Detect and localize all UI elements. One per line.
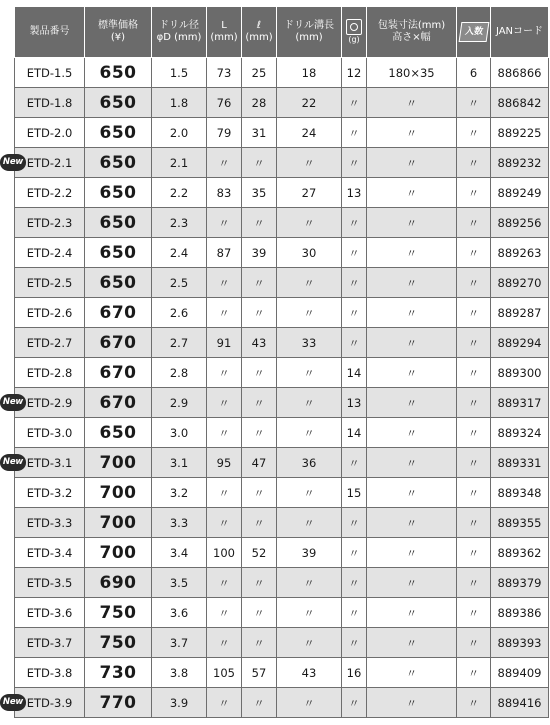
cell-diameter: 2.3	[152, 208, 207, 238]
cell-price: 700	[85, 508, 152, 538]
header-quantity	[457, 7, 491, 58]
cell-length-L: 〃	[207, 688, 242, 718]
cell-weight: 〃	[342, 268, 367, 298]
cell-length-l: 35	[242, 178, 277, 208]
cell-code: ETD-1.5	[15, 58, 85, 88]
cell-flute-length: 〃	[277, 598, 342, 628]
cell-flute-length: 24	[277, 118, 342, 148]
cell-package-size: 〃	[367, 658, 457, 688]
table-row	[15, 148, 549, 178]
cell-diameter: 3.6	[152, 598, 207, 628]
cell-quantity: 〃	[457, 388, 491, 418]
cell-code: ETD-3.0	[15, 418, 85, 448]
cell-quantity: 〃	[457, 268, 491, 298]
cell-weight: 〃	[342, 328, 367, 358]
cell-package-size: 〃	[367, 448, 457, 478]
cell-code: ETD-2.0	[15, 118, 85, 148]
cell-price: 650	[85, 208, 152, 238]
cell-package-size: 〃	[367, 238, 457, 268]
new-badge: New	[0, 394, 26, 411]
table-row	[15, 448, 549, 478]
cell-price: 670	[85, 298, 152, 328]
cell-length-l: 25	[242, 58, 277, 88]
header-price: 標準価格 (¥)	[85, 7, 152, 58]
header-diameter: ドリル径 φD (mm)	[152, 7, 207, 58]
cell-flute-length: 27	[277, 178, 342, 208]
cell-weight: 〃	[342, 88, 367, 118]
cell-package-size: 180×35	[367, 58, 457, 88]
cell-weight: 〃	[342, 238, 367, 268]
cell-code: ETD-2.2	[15, 178, 85, 208]
cell-code: ETD-2.9	[15, 388, 85, 418]
cell-code: ETD-2.7	[15, 328, 85, 358]
cell-price: 650	[85, 418, 152, 448]
cell-code: ETD-3.1	[15, 448, 85, 478]
cell-price: 670	[85, 388, 152, 418]
new-badge: New	[0, 154, 26, 171]
cell-length-L: 〃	[207, 628, 242, 658]
cell-length-L: 〃	[207, 598, 242, 628]
cell-flute-length: 30	[277, 238, 342, 268]
cell-quantity: 〃	[457, 178, 491, 208]
header-package-size: 包装寸法(mm) 高さ×幅	[367, 7, 457, 58]
cell-code: ETD-3.7	[15, 628, 85, 658]
cell-code: ETD-3.8	[15, 658, 85, 688]
cell-diameter: 2.8	[152, 358, 207, 388]
header-length-L: L (mm)	[207, 7, 242, 58]
cell-package-size: 〃	[367, 688, 457, 718]
table-row	[15, 388, 549, 418]
cell-jan: 889386	[491, 598, 549, 628]
cell-price: 670	[85, 328, 152, 358]
cell-weight: 〃	[342, 448, 367, 478]
cell-diameter: 3.5	[152, 568, 207, 598]
cell-length-L: 〃	[207, 268, 242, 298]
cell-flute-length: 〃	[277, 688, 342, 718]
table-row	[15, 538, 549, 568]
cell-diameter: 2.9	[152, 388, 207, 418]
cell-length-L: 79	[207, 118, 242, 148]
cell-code: ETD-3.4	[15, 538, 85, 568]
cell-code: ETD-1.8	[15, 88, 85, 118]
cell-weight: 〃	[342, 688, 367, 718]
cell-jan: 889331	[491, 448, 549, 478]
cell-quantity: 〃	[457, 478, 491, 508]
table-row	[15, 568, 549, 598]
cell-weight: 13	[342, 388, 367, 418]
cell-length-L: 〃	[207, 148, 242, 178]
cell-price: 650	[85, 238, 152, 268]
cell-code: ETD-2.1	[15, 148, 85, 178]
cell-package-size: 〃	[367, 418, 457, 448]
cell-diameter: 3.7	[152, 628, 207, 658]
table-row	[15, 298, 549, 328]
cell-flute-length: 〃	[277, 268, 342, 298]
table-row	[15, 628, 549, 658]
cell-length-L: 87	[207, 238, 242, 268]
cell-weight: 〃	[342, 598, 367, 628]
cell-diameter: 3.1	[152, 448, 207, 478]
header-length-l: ℓ (mm)	[242, 7, 277, 58]
cell-code: ETD-2.5	[15, 268, 85, 298]
header-jan: JANコード	[491, 7, 549, 58]
cell-jan: 886842	[491, 88, 549, 118]
scale-icon	[346, 19, 362, 35]
cell-price: 670	[85, 358, 152, 388]
table-header-row	[15, 7, 549, 58]
cell-jan: 889416	[491, 688, 549, 718]
table-row	[15, 658, 549, 688]
cell-diameter: 2.4	[152, 238, 207, 268]
cell-length-L: 76	[207, 88, 242, 118]
cell-price: 650	[85, 88, 152, 118]
cell-diameter: 1.8	[152, 88, 207, 118]
cell-jan: 889355	[491, 508, 549, 538]
cell-quantity: 〃	[457, 538, 491, 568]
cell-package-size: 〃	[367, 328, 457, 358]
cell-price: 700	[85, 478, 152, 508]
cell-length-L: 105	[207, 658, 242, 688]
cell-flute-length: 〃	[277, 148, 342, 178]
cell-jan: 889249	[491, 178, 549, 208]
cell-package-size: 〃	[367, 538, 457, 568]
cell-flute-length: 〃	[277, 208, 342, 238]
table-row	[15, 268, 549, 298]
cell-length-L: 〃	[207, 478, 242, 508]
cell-code: ETD-2.3	[15, 208, 85, 238]
cell-flute-length: 43	[277, 658, 342, 688]
table-row	[15, 178, 549, 208]
cell-weight: 〃	[342, 208, 367, 238]
cell-quantity: 〃	[457, 508, 491, 538]
cell-price: 650	[85, 118, 152, 148]
cell-flute-length: 〃	[277, 388, 342, 418]
cell-quantity: 〃	[457, 358, 491, 388]
cell-length-L: 95	[207, 448, 242, 478]
cell-weight: 〃	[342, 538, 367, 568]
cell-weight: 14	[342, 418, 367, 448]
cell-length-l: 〃	[242, 508, 277, 538]
cell-length-l: 28	[242, 88, 277, 118]
cell-weight: 14	[342, 358, 367, 388]
cell-weight: 〃	[342, 568, 367, 598]
cell-length-L: 83	[207, 178, 242, 208]
cell-diameter: 3.4	[152, 538, 207, 568]
cell-length-l: 〃	[242, 568, 277, 598]
table-row	[15, 118, 549, 148]
box-quantity-icon: 入数	[458, 22, 489, 42]
cell-length-L: 91	[207, 328, 242, 358]
table-row	[15, 88, 549, 118]
cell-jan: 889270	[491, 268, 549, 298]
cell-length-l: 〃	[242, 268, 277, 298]
cell-quantity: 〃	[457, 208, 491, 238]
cell-flute-length: 18	[277, 58, 342, 88]
header-weight: (g)	[342, 7, 367, 58]
cell-package-size: 〃	[367, 148, 457, 178]
cell-diameter: 2.2	[152, 178, 207, 208]
cell-jan: 889393	[491, 628, 549, 658]
cell-code: ETD-3.9	[15, 688, 85, 718]
cell-flute-length: 36	[277, 448, 342, 478]
cell-package-size: 〃	[367, 508, 457, 538]
cell-price: 700	[85, 448, 152, 478]
cell-jan: 889348	[491, 478, 549, 508]
cell-package-size: 〃	[367, 568, 457, 598]
cell-length-l: 57	[242, 658, 277, 688]
cell-length-L: 〃	[207, 358, 242, 388]
table-row	[15, 478, 549, 508]
cell-price: 650	[85, 58, 152, 88]
cell-price: 750	[85, 628, 152, 658]
cell-jan: 889294	[491, 328, 549, 358]
cell-length-L: 〃	[207, 298, 242, 328]
cell-quantity: 〃	[457, 118, 491, 148]
cell-quantity: 6	[457, 58, 491, 88]
cell-price: 770	[85, 688, 152, 718]
cell-quantity: 〃	[457, 448, 491, 478]
header-code: 製品番号	[15, 7, 85, 58]
cell-price: 650	[85, 148, 152, 178]
cell-package-size: 〃	[367, 118, 457, 148]
cell-code: ETD-3.3	[15, 508, 85, 538]
cell-flute-length: 〃	[277, 298, 342, 328]
cell-jan: 889225	[491, 118, 549, 148]
cell-length-L: 〃	[207, 388, 242, 418]
cell-flute-length: 〃	[277, 478, 342, 508]
cell-jan: 889232	[491, 148, 549, 178]
cell-quantity: 〃	[457, 628, 491, 658]
cell-diameter: 2.7	[152, 328, 207, 358]
cell-diameter: 2.5	[152, 268, 207, 298]
cell-length-l: 43	[242, 328, 277, 358]
cell-flute-length: 〃	[277, 568, 342, 598]
cell-weight: 16	[342, 658, 367, 688]
cell-package-size: 〃	[367, 628, 457, 658]
cell-quantity: 〃	[457, 148, 491, 178]
cell-length-L: 〃	[207, 568, 242, 598]
cell-price: 690	[85, 568, 152, 598]
cell-jan: 886866	[491, 58, 549, 88]
cell-length-L: 100	[207, 538, 242, 568]
cell-jan: 889317	[491, 388, 549, 418]
cell-weight: 〃	[342, 148, 367, 178]
cell-price: 700	[85, 538, 152, 568]
table-row	[15, 238, 549, 268]
cell-code: ETD-2.4	[15, 238, 85, 268]
cell-length-l: 〃	[242, 478, 277, 508]
cell-weight: 〃	[342, 508, 367, 538]
cell-flute-length: 33	[277, 328, 342, 358]
cell-code: ETD-3.2	[15, 478, 85, 508]
cell-flute-length: 22	[277, 88, 342, 118]
new-badge: New	[0, 694, 26, 711]
cell-weight: 13	[342, 178, 367, 208]
table-row	[15, 58, 549, 88]
cell-weight: 〃	[342, 118, 367, 148]
cell-price: 650	[85, 178, 152, 208]
table-row	[15, 418, 549, 448]
cell-diameter: 1.5	[152, 58, 207, 88]
cell-diameter: 2.1	[152, 148, 207, 178]
table-row	[15, 688, 549, 718]
cell-weight: 〃	[342, 298, 367, 328]
cell-length-L: 〃	[207, 208, 242, 238]
cell-length-l: 〃	[242, 628, 277, 658]
new-badge: New	[0, 454, 26, 471]
cell-price: 750	[85, 598, 152, 628]
cell-length-l: 39	[242, 238, 277, 268]
cell-code: ETD-3.5	[15, 568, 85, 598]
cell-code: ETD-3.6	[15, 598, 85, 628]
cell-quantity: 〃	[457, 328, 491, 358]
cell-code: ETD-2.6	[15, 298, 85, 328]
cell-flute-length: 〃	[277, 358, 342, 388]
cell-diameter: 3.2	[152, 478, 207, 508]
cell-package-size: 〃	[367, 358, 457, 388]
cell-length-l: 〃	[242, 598, 277, 628]
cell-diameter: 3.9	[152, 688, 207, 718]
cell-length-L: 73	[207, 58, 242, 88]
cell-length-l: 47	[242, 448, 277, 478]
cell-quantity: 〃	[457, 298, 491, 328]
cell-weight: 15	[342, 478, 367, 508]
cell-length-L: 〃	[207, 418, 242, 448]
cell-package-size: 〃	[367, 268, 457, 298]
cell-quantity: 〃	[457, 238, 491, 268]
cell-diameter: 3.8	[152, 658, 207, 688]
table-row	[15, 598, 549, 628]
cell-code: ETD-2.8	[15, 358, 85, 388]
cell-jan: 889300	[491, 358, 549, 388]
cell-jan: 889362	[491, 538, 549, 568]
cell-diameter: 3.3	[152, 508, 207, 538]
cell-jan: 889409	[491, 658, 549, 688]
cell-length-l: 〃	[242, 688, 277, 718]
cell-price: 730	[85, 658, 152, 688]
cell-jan: 889379	[491, 568, 549, 598]
cell-package-size: 〃	[367, 88, 457, 118]
cell-weight: 12	[342, 58, 367, 88]
cell-quantity: 〃	[457, 598, 491, 628]
cell-package-size: 〃	[367, 178, 457, 208]
table-row	[15, 208, 549, 238]
cell-diameter: 3.0	[152, 418, 207, 448]
cell-quantity: 〃	[457, 88, 491, 118]
cell-package-size: 〃	[367, 388, 457, 418]
cell-flute-length: 〃	[277, 508, 342, 538]
cell-length-l: 〃	[242, 418, 277, 448]
cell-quantity: 〃	[457, 658, 491, 688]
cell-length-l: 52	[242, 538, 277, 568]
cell-length-l: 〃	[242, 298, 277, 328]
spec-table	[14, 6, 549, 718]
cell-flute-length: 〃	[277, 628, 342, 658]
cell-quantity: 〃	[457, 688, 491, 718]
cell-jan: 889287	[491, 298, 549, 328]
cell-package-size: 〃	[367, 598, 457, 628]
cell-length-L: 〃	[207, 508, 242, 538]
cell-quantity: 〃	[457, 568, 491, 598]
table-row	[15, 358, 549, 388]
cell-jan: 889263	[491, 238, 549, 268]
cell-length-l: 31	[242, 118, 277, 148]
cell-package-size: 〃	[367, 298, 457, 328]
cell-flute-length: 39	[277, 538, 342, 568]
cell-length-l: 〃	[242, 388, 277, 418]
cell-diameter: 2.6	[152, 298, 207, 328]
cell-jan: 889324	[491, 418, 549, 448]
cell-price: 650	[85, 268, 152, 298]
cell-length-l: 〃	[242, 208, 277, 238]
cell-diameter: 2.0	[152, 118, 207, 148]
cell-package-size: 〃	[367, 208, 457, 238]
table-row	[15, 508, 549, 538]
cell-length-l: 〃	[242, 358, 277, 388]
cell-length-l: 〃	[242, 148, 277, 178]
table-row	[15, 328, 549, 358]
header-flute-length: ドリル溝長 (mm)	[277, 7, 342, 58]
cell-package-size: 〃	[367, 478, 457, 508]
cell-quantity: 〃	[457, 418, 491, 448]
cell-flute-length: 〃	[277, 418, 342, 448]
cell-jan: 889256	[491, 208, 549, 238]
cell-weight: 〃	[342, 628, 367, 658]
